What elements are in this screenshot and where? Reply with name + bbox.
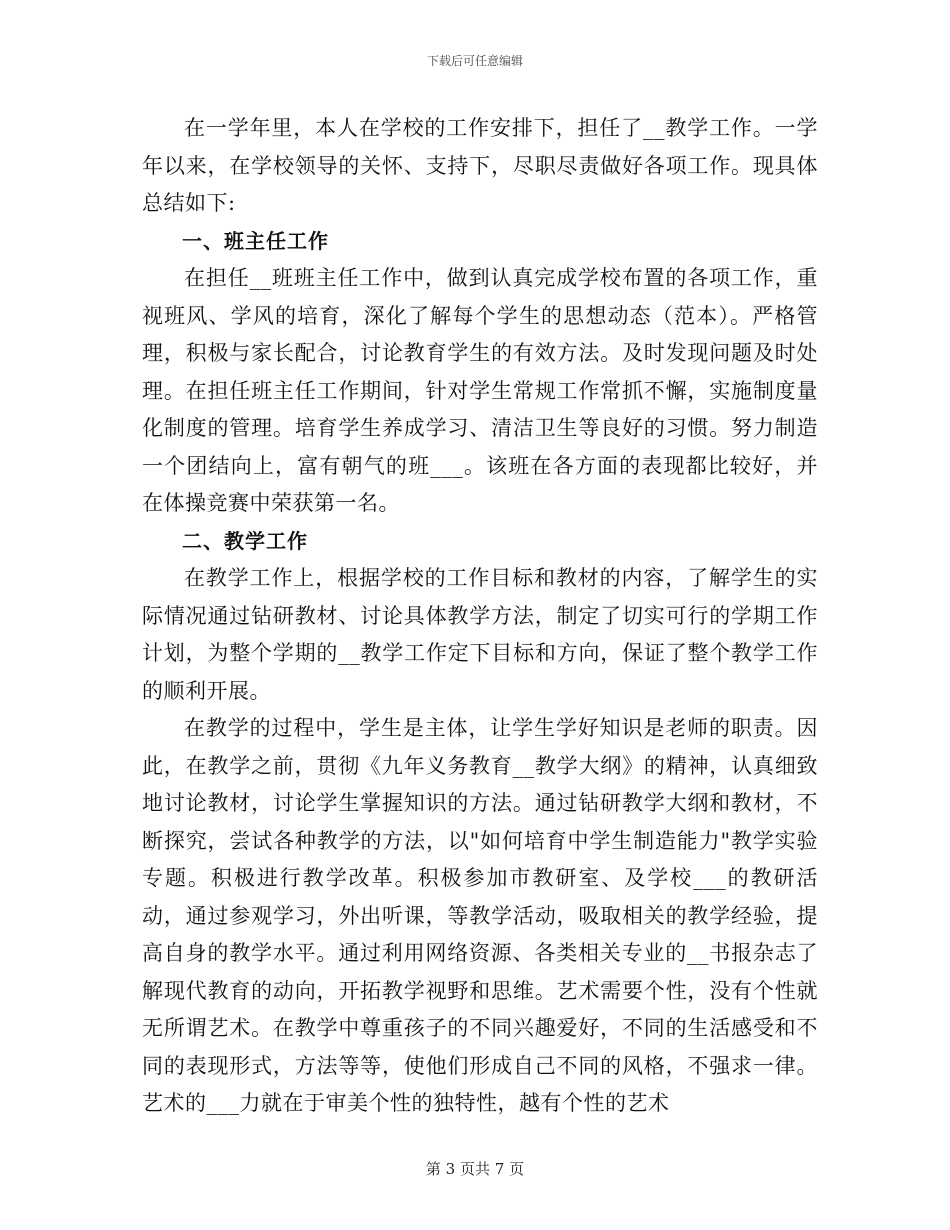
class-teacher-paragraph: 在担任__班班主任工作中，做到认真完成学校布置的各项工作，重视班风、学风的培育，深化了解每个学生的思想动态（范本）。严格管理，积极与家长配合，讨论教育学生的有效方法。及时发现问题及时处理。在担任班主任工作期间，针对学生常规工作常抓不懈，实施制度量化制度的管理。培育学生养成学习、清洁卫生等良好的习惯。努力制造一个团结向上，富有朝气的班___。该班在各方面的表现都比较好，并在体操竞赛中荣获第一名。 bbox=[142, 266, 818, 515]
section-heading-class-teacher: 一、班主任工作 bbox=[182, 228, 329, 253]
document-body bbox=[142, 110, 818, 1123]
teaching-paragraph-2: 在教学的过程中，学生是主体，让学生学好知识是老师的职责。因此，在教学之前，贯彻《九年义务教育__教学大纲》的精神，认真细致地讨论教材，讨论学生掌握知识的方法。通过钻研教学大纲和教材，不断探究，尝试各种教学的方法，以"如何培育中学生制造能力"教学实验专题。积极进行教学改革。积极参加市教研室、及学校___的教研活动，通过参观学习，外出听课，等教学活动，吸取相关的教学经验，提高自身的教学水平。通过利用网络资源、各类相关专业的__书报杂志了解现代教育的动向，开拓教学视野和思维。艺术需要个性，没有个性就无所谓艺术。在教学中尊重孩子的不同兴趣爱好，不同的生活感受和不同的表现形式，方法等等，使他们形成自己不同的风格，不强求一律。艺术的___力就在于审美个性的独特性，越有个性的艺术 bbox=[142, 716, 818, 1115]
intro-paragraph: 在一学年里，本人在学校的工作安排下，担任了__教学工作。一学年以来，在学校领导的关怀、支持下，尽职尽责做好各项工作。现具体总结如下: bbox=[142, 116, 818, 215]
teaching-paragraph-1: 在教学工作上，根据学校的工作目标和教材的内容，了解学生的实际情况通过钻研教材、讨论具体教学方法，制定了切实可行的学期工作计划，为整个学期的__教学工作定下目标和方向，保证了整个教学工作的顺利开展。 bbox=[142, 566, 818, 703]
page-header: 下载后可任意编辑 bbox=[426, 54, 523, 68]
section-heading-teaching: 二、教学工作 bbox=[182, 528, 308, 553]
page-number: 第 3 页共 7 页 bbox=[425, 1160, 525, 1178]
